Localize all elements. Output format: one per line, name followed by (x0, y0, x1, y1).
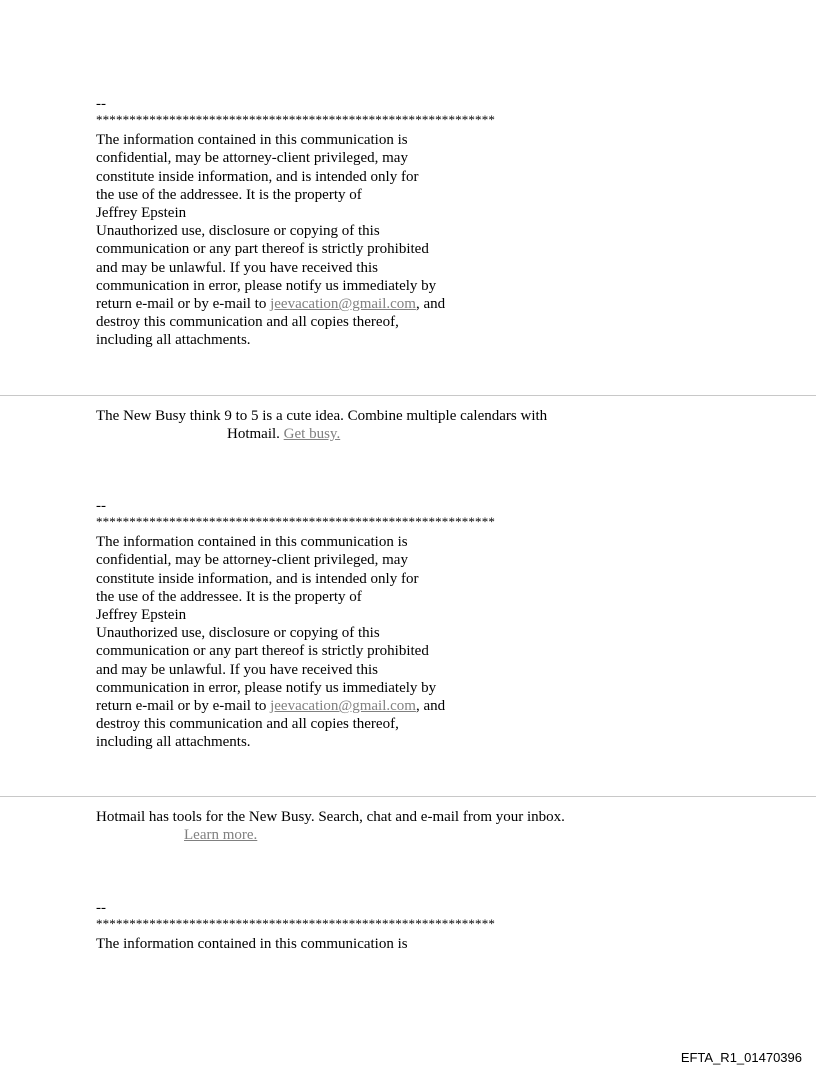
disclaimer-line: including all attachments. (96, 332, 251, 349)
disclaimer-line: the use of the addressee. It is the property of (96, 588, 362, 605)
email-suffix: , and (415, 698, 446, 715)
get-busy-link[interactable]: Get busy. (283, 426, 341, 443)
document-id: EFTA_R1_01470396 (680, 1050, 802, 1065)
learn-more-link[interactable]: Learn more. (184, 827, 258, 844)
ad-text-second-line (96, 425, 547, 443)
email-suffix: , and (415, 296, 446, 313)
disclaimer-line: communication in error, please notify us immediately by (96, 679, 437, 696)
disclaimer-line: The information contained in this communication is (96, 936, 408, 953)
disclaimer-line: Unauthorized use, disclosure or copying of this (96, 223, 380, 240)
disclaimer-line: The information contained in this communication is (96, 534, 408, 551)
disclaimer-line: communication or any part thereof is strictly prohibited (96, 241, 429, 258)
disclaimer-line: communication in error, please notify us immediately by (96, 277, 437, 294)
ad-text-hotmail: Hotmail. (227, 426, 284, 443)
ad-text: The New Busy think 9 to 5 is a cute idea. Combine multiple calendars with (96, 408, 548, 424)
ad-text: Hotmail has tools for the New Busy. Search, chat and e-mail from your inbox. (96, 809, 565, 825)
email-prefix: return e-mail or by e-mail to (96, 698, 271, 715)
disclaimer-email-line (96, 697, 495, 715)
disclaimer-line: confidential, may be attorney-client privileged, may (96, 150, 408, 167)
star-separator: ************************************************************ (96, 514, 495, 530)
email-prefix: return e-mail or by e-mail to (96, 296, 271, 313)
disclaimer-line: Unauthorized use, disclosure or copying of this (96, 625, 380, 642)
email-link[interactable]: jeevacation@gmail.com (270, 296, 416, 313)
email-link[interactable]: jeevacation@gmail.com (270, 698, 416, 715)
disclaimer-line: The information contained in this communication is (96, 132, 408, 149)
disclaimer-block-2 (96, 497, 495, 752)
disclaimer-line: and may be unlawful. If you have received this (96, 661, 378, 678)
disclaimer-line: constitute inside information, and is intended only for (96, 570, 419, 587)
disclaimer-line: including all attachments. (96, 734, 251, 751)
hotmail-ad-2 (96, 808, 565, 844)
signature-dashes: -- (96, 498, 106, 514)
horizontal-rule (0, 796, 816, 797)
signature-dashes: -- (96, 96, 106, 112)
disclaimer-line: Jeffrey Epstein (96, 205, 187, 222)
disclaimer-line: communication or any part thereof is strictly prohibited (96, 643, 429, 660)
horizontal-rule (0, 395, 816, 396)
star-separator: ************************************************************ (96, 112, 495, 128)
disclaimer-line: destroy this communication and all copies thereof, (96, 314, 399, 331)
disclaimer-line: Jeffrey Epstein (96, 607, 187, 624)
disclaimer-line: and may be unlawful. If you have received this (96, 259, 378, 276)
disclaimer-line: destroy this communication and all copies thereof, (96, 716, 399, 733)
star-separator: ************************************************************ (96, 916, 495, 932)
disclaimer-block-3 (96, 899, 495, 953)
hotmail-ad-1 (96, 407, 547, 443)
ad-link-line (96, 826, 565, 844)
disclaimer-line: the use of the addressee. It is the property of (96, 186, 362, 203)
disclaimer-line: confidential, may be attorney-client privileged, may (96, 552, 408, 569)
signature-dashes: -- (96, 900, 106, 916)
disclaimer-line: constitute inside information, and is intended only for (96, 168, 419, 185)
disclaimer-block-1 (96, 95, 495, 350)
disclaimer-email-line (96, 295, 495, 313)
